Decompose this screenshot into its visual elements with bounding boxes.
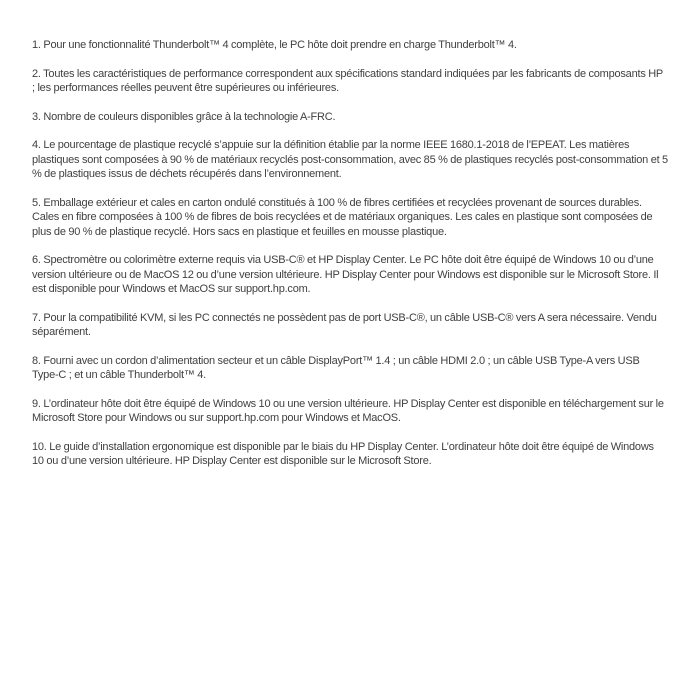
footnote-1: 1. Pour une fonctionnalité Thunderbolt™ 4 complète, le PC hôte doit prendre en charge Thunderbolt™ 4. <box>32 39 517 51</box>
footnote-6: 6. Spectromètre ou colorimètre externe requis via USB-C® et HP Display Center. Le PC hôte doit être équipé de Windows 10 ou d’une version ultérieure ou de MacOS 12 ou d’une version ultérieure. HP Display Center pour Windows est disponible sur le Microsoft Store. Il est disponible pour Windows et MacOS sur support.hp.com. <box>32 254 659 295</box>
footnote-2: 2. Toutes les caractéristiques de performance correspondent aux spécifications standard indiquées par les fabricants de composants HP ; les performances réelles peuvent être supérieures ou inférieures. <box>32 67 663 94</box>
footnote-7: 7. Pour la compatibilité KVM, si les PC connectés ne possèdent pas de port USB-C®, un câble USB-C® vers A sera nécessaire. Vendu séparément. <box>32 311 657 338</box>
footnote-9: 9. L’ordinateur hôte doit être équipé de Windows 10 ou une version ultérieure. HP Display Center est disponible en téléchargement sur le Microsoft Store pour Windows ou sur support.hp.com pour Windows et MacOS. <box>32 397 664 424</box>
footnote-3: 3. Nombre de couleurs disponibles grâce à la technologie A-FRC. <box>32 110 336 123</box>
footnote-10: 10. Le guide d’installation ergonomique est disponible par le biais du HP Display Center. L’ordinateur hôte doit être équipé de Windows 10 ou d’une version ultérieure. HP Display Center est disponible sur le Microsoft Store. <box>32 440 654 467</box>
footnote-5: 5. Emballage extérieur et cales en carton ondulé constitués à 100 % de fibres certifiées et recyclées provenant de sources durables. Cales en fibre composées à 100 % de fibres de bois recyclées et de matériaux organiques. Les cales en plastique sont composées de plus de 90 % de plastique recyclé. Hors sacs en plastique et feuilles en mousse plastique. <box>32 196 653 238</box>
footnote-8: 8. Fourni avec un cordon d’alimentation secteur et un câble DisplayPort™ 1.4 ; un câble HDMI 2.0 ; un câble USB Type-A vers USB Type-C ; et un câble Thunderbolt™ 4. <box>32 354 640 381</box>
footnote-4: 4. Le pourcentage de plastique recyclé s’appuie sur la définition établie par la norme IEEE 1680.1-2018 de l’EPEAT. Les matières plastiques sont composées à 90 % de matériaux recyclés post-consommation, avec 85 % de plastiques recyclés post-consommation et 5 % de plastiques issus de déchets récupérés dans l’environnement. <box>32 139 668 180</box>
